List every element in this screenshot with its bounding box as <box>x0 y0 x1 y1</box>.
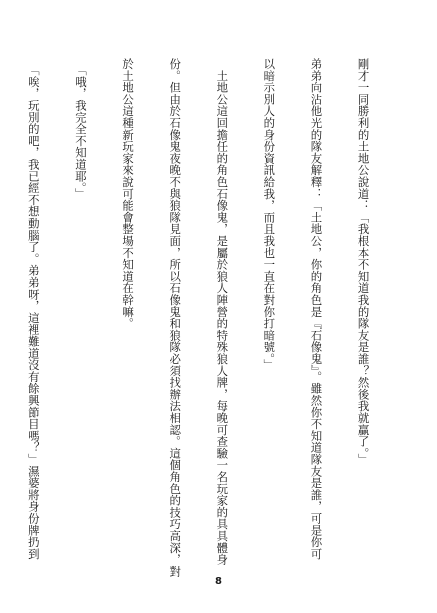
text-line: 弟弟向沾他光的隊友解釋：「土地公，你的角色是『石像鬼』。雖然你不知道隊友是誰，可是你可 <box>309 58 324 560</box>
text-line: 「哦，我完全不知道耶。」 <box>73 58 88 200</box>
text-line: 「唉，玩別的吧，我已經不想動腦了。弟弟呀，這裡難道沒有餘興節目嗎？」濕婆將身份牌扔到 <box>26 58 41 560</box>
text-line: 於土地公這種新玩家來說可能會整場不知道在幹嘛。 <box>121 58 136 330</box>
vertical-text-block <box>0 58 402 578</box>
page-number: 8 <box>215 576 222 587</box>
text-line: 土地公這回擔任的角色石像鬼，是屬於狼人陣營的特殊狼人牌，每晚可查驗一名玩家的具具體身 <box>215 58 230 566</box>
text-line: 剛才一同勝利的土地公說道：「我根本不知道我的隊友是誰？然後我就贏了。」 <box>356 58 371 466</box>
text-line: 份。但由於石像鬼夜晚不與狼隊見面，所以石像鬼和狼隊必須找辦法相認。這個角色的技巧高深，對 <box>168 58 183 578</box>
text-line: 以暗示別人的身份資訊給我，而且我也一直在對你打暗號。」 <box>262 58 277 371</box>
